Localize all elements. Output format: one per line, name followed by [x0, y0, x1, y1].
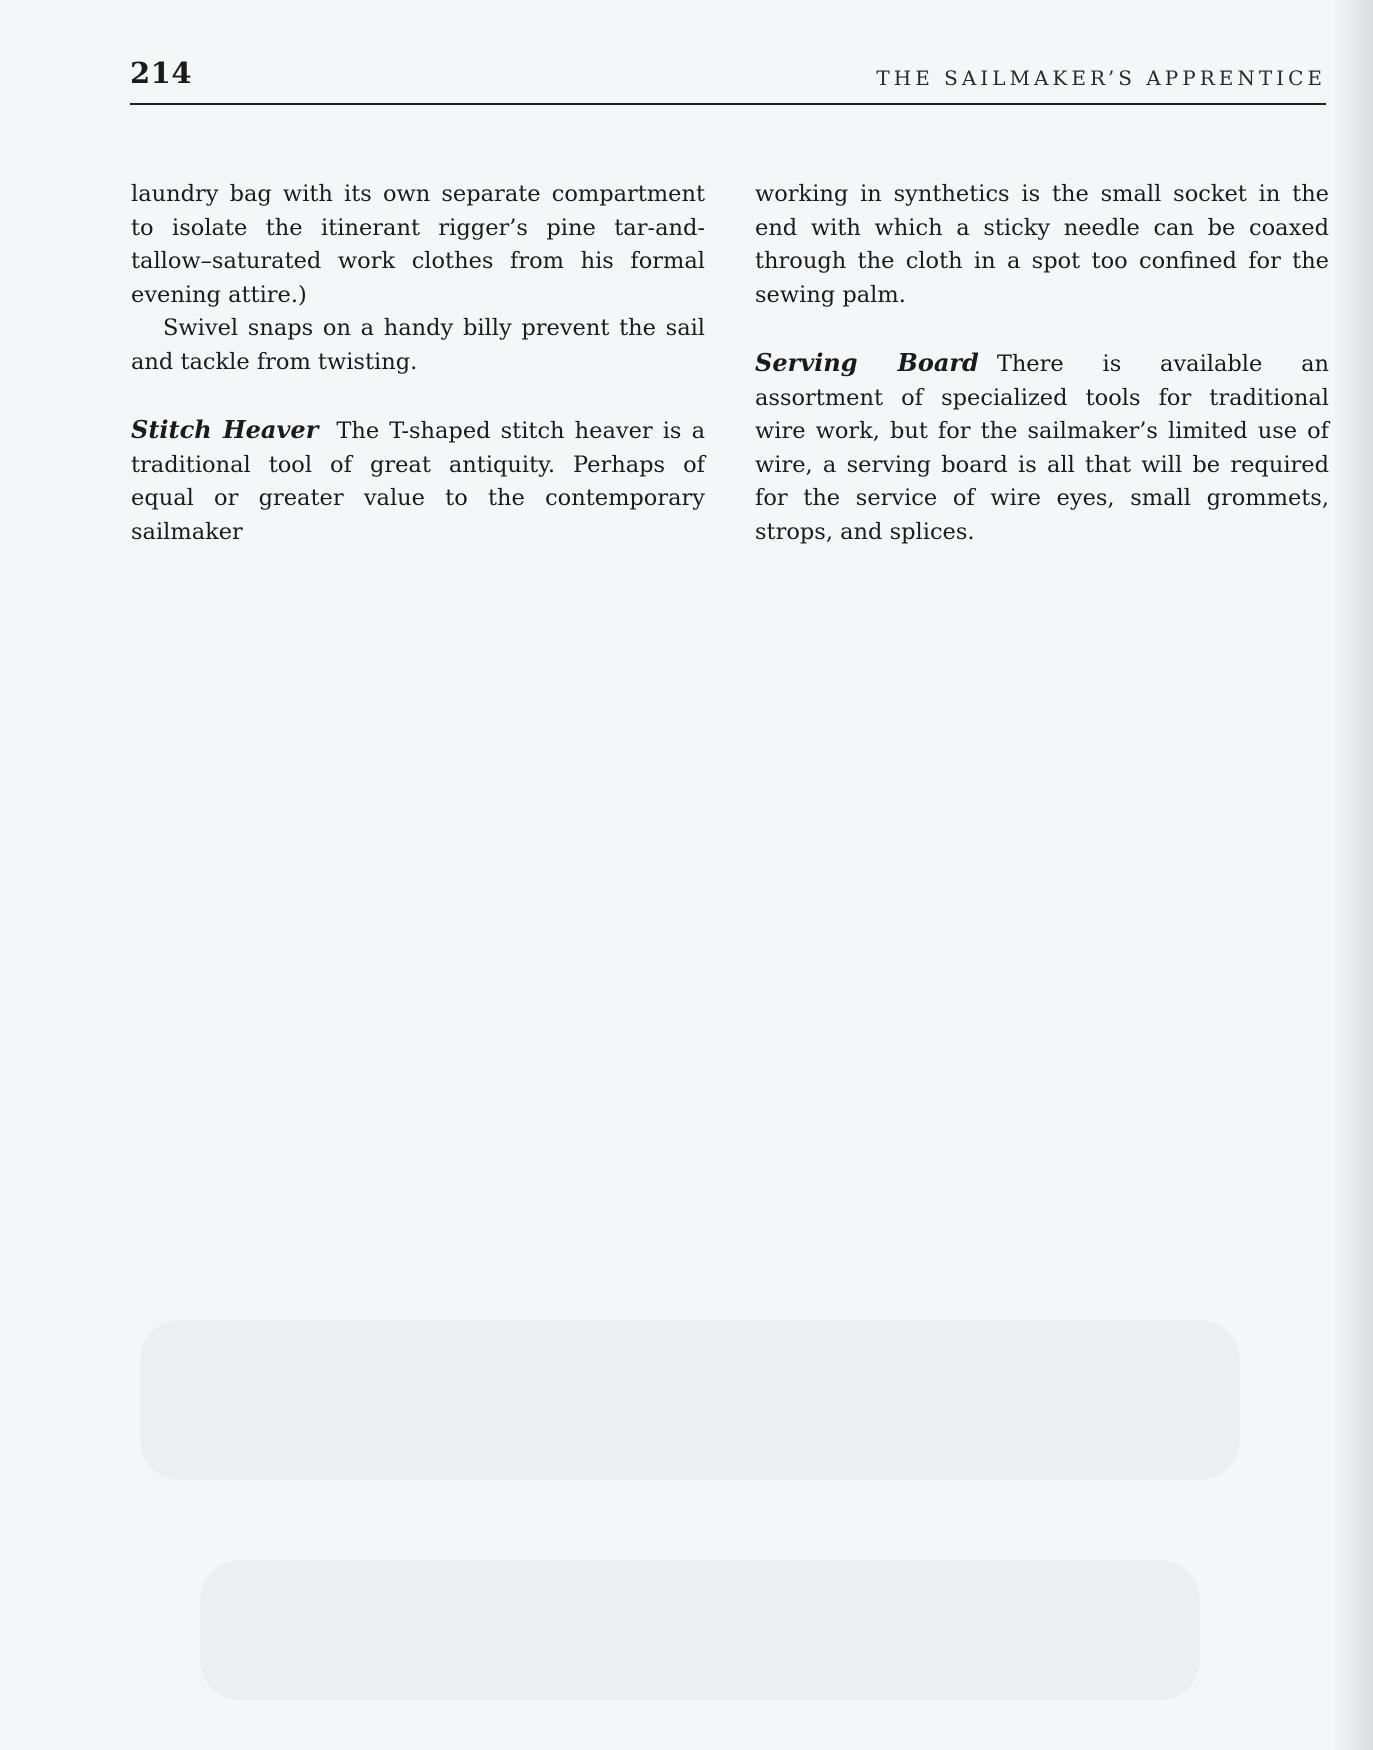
section-heading: Serving Board — [755, 347, 979, 377]
right-column — [755, 178, 1329, 550]
left-column — [131, 178, 705, 550]
bleed-through-shadow — [140, 1320, 1240, 1480]
body-paragraph: working in synthetics is the small socket in the end with which a sticky needle can be coaxed through the cloth in a spot too confined for the sewing palm. — [755, 181, 1329, 308]
section-text: The T-shaped stitch heaver is a traditional tool of great antiquity. Perhaps of equal or greater value to the contemporary sailmaker — [131, 418, 705, 545]
header-rule — [130, 103, 1326, 105]
bleed-through-shadow — [200, 1560, 1200, 1700]
body-paragraph: Swivel snaps on a handy billy prevent the sail and tackle from twisting. — [131, 315, 705, 375]
serving-board-section — [755, 346, 1329, 550]
section-text: There is available an assortment of specialized tools for traditional wire work, but for the sailmaker’s limited use of wire, a serving board is all that will be required for the service of wire eyes, small grommets, strops, and splices. — [755, 350, 1329, 545]
page-edge-shadow — [1333, 0, 1373, 1750]
body-paragraph: laundry bag with its own separate compartment to isolate the itinerant rigger’s pine tar-and-tallow–saturated work clothes from his formal evening attire.) — [131, 181, 705, 308]
running-title: THE SAILMAKER’S APPRENTICE — [876, 66, 1326, 90]
stitch-heaver-section — [131, 413, 705, 549]
section-heading: Stitch Heaver — [131, 415, 319, 445]
page-number: 214 — [130, 56, 193, 90]
